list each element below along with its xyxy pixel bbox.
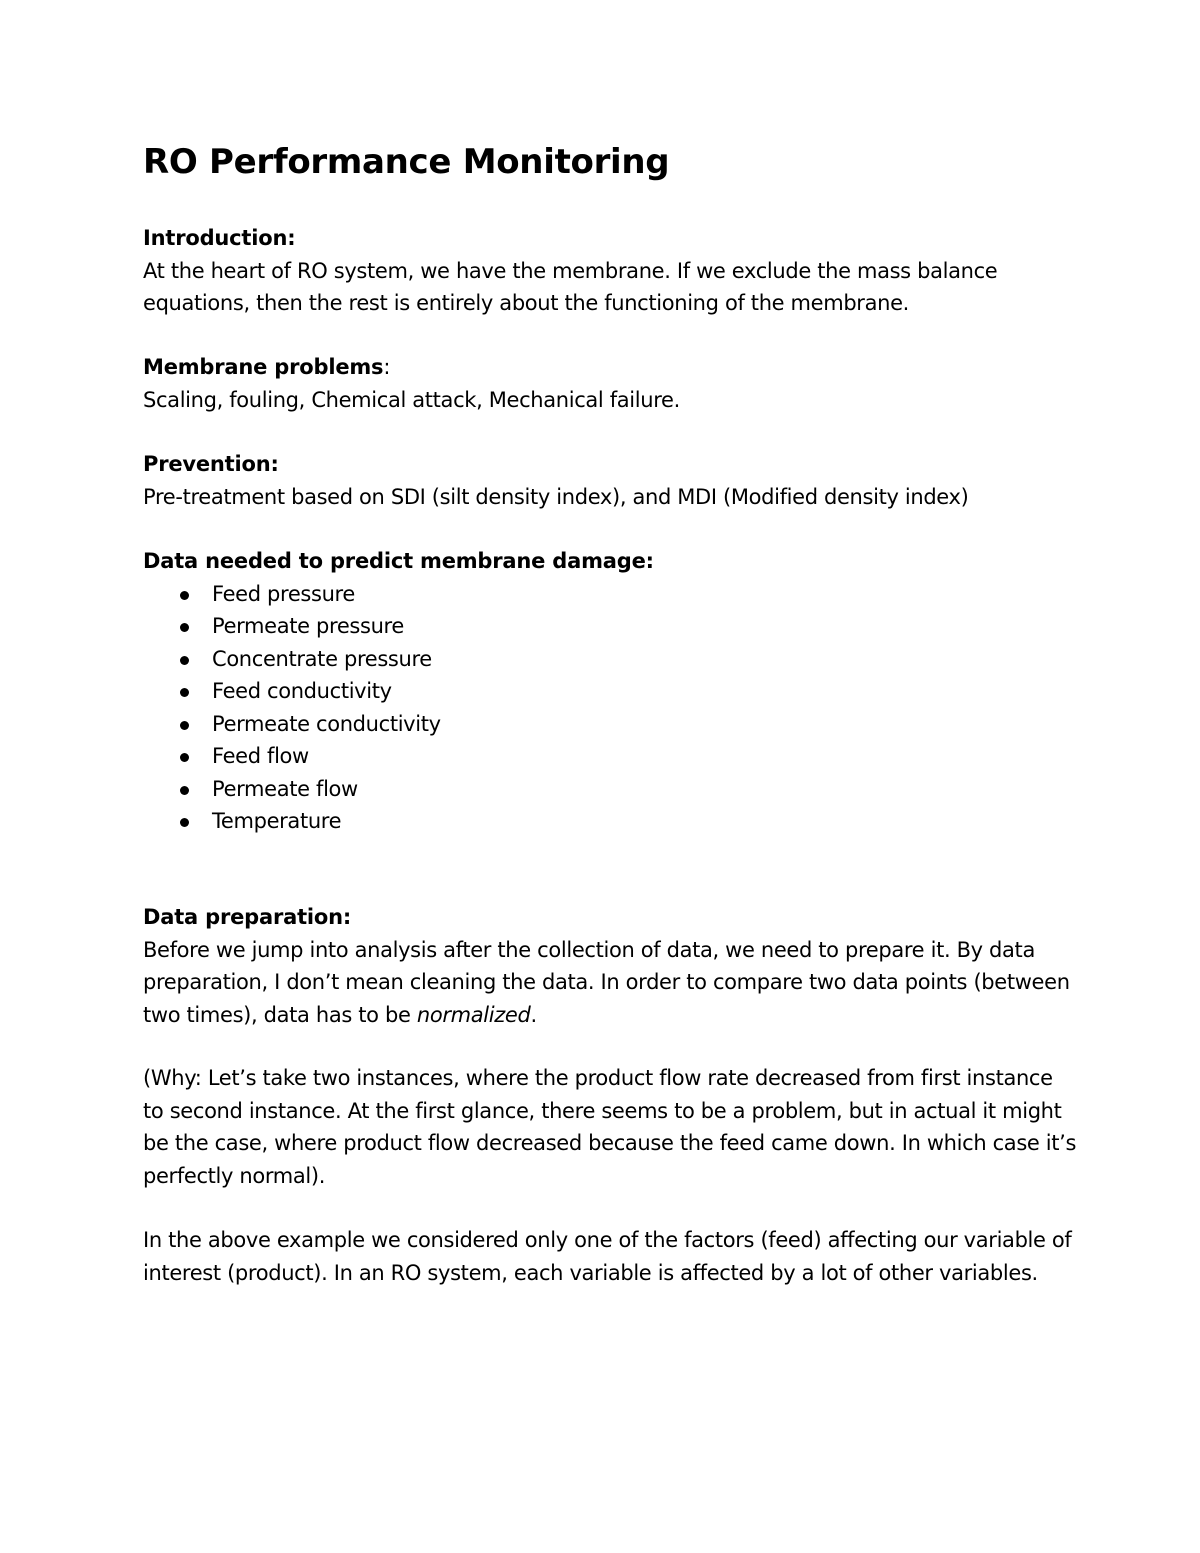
data-preparation-text-main: Before we jump into analysis after the collection of data, we need to prepare it. By data preparation, I don’t mean cleaning the data. In order to compare two data points (between two times), data has to be	[143, 937, 1070, 1027]
normalized-emphasis: normalized	[416, 1002, 531, 1027]
data-needed-section	[143, 545, 1078, 838]
list-item	[143, 708, 1078, 741]
bullet-icon	[180, 818, 189, 827]
list-item-text: Feed conductivity	[212, 679, 392, 703]
example-paragraph-block	[143, 1224, 1078, 1289]
bullet-icon	[180, 656, 189, 665]
list-item	[143, 610, 1078, 643]
why-paragraph: (Why: Let’s take two instances, where the product flow rate decreased from first instance to second instance. At the first glance, there seems to be a problem, but in actual it might be the case, where product flow decreased because the feed came down. In which case it’s perfectly normal).	[143, 1066, 1077, 1188]
data-needed-heading: Data needed to predict membrane damage:	[143, 549, 654, 573]
list-item	[143, 643, 1078, 676]
bullet-icon	[180, 721, 189, 730]
prevention-text: Pre-treatment based on SDI (silt density index), and MDI (Modified density index)	[143, 484, 969, 509]
prevention-heading: Prevention:	[143, 452, 279, 476]
bullet-icon	[180, 753, 189, 762]
membrane-problems-colon: :	[383, 355, 391, 379]
bullet-icon	[180, 688, 189, 697]
data-preparation-section	[143, 901, 1078, 1031]
list-item-text: Concentrate pressure	[212, 646, 432, 671]
list-item-text: Permeate conductivity	[212, 711, 441, 736]
bullet-icon	[180, 786, 189, 795]
prevention-section	[143, 448, 1078, 513]
bullet-icon	[180, 591, 189, 600]
list-item-text: Permeate pressure	[212, 614, 404, 638]
list-item-text: Feed flow	[212, 744, 309, 768]
membrane-problems-heading-line	[143, 351, 1078, 384]
document-page	[143, 138, 1078, 1285]
list-item	[143, 578, 1078, 611]
membrane-problems-heading: Membrane problems	[143, 355, 384, 379]
list-item	[143, 773, 1078, 806]
data-preparation-text-end: .	[530, 1002, 537, 1027]
why-paragraph-block	[143, 1062, 1078, 1192]
data-needed-list	[143, 578, 1078, 838]
list-item	[143, 805, 1078, 838]
bullet-icon	[180, 623, 189, 632]
list-item	[143, 740, 1078, 773]
list-item	[143, 675, 1078, 708]
document-title: RO Performance Monitoring	[143, 142, 670, 182]
list-item-text: Permeate flow	[212, 776, 358, 801]
membrane-problems-text: Scaling, fouling, Chemical attack, Mechanical failure.	[143, 387, 680, 412]
membrane-problems-section	[143, 351, 1078, 416]
list-item-text: Temperature	[212, 809, 342, 833]
data-preparation-heading: Data preparation:	[143, 905, 352, 929]
introduction-section	[143, 222, 1078, 320]
list-item-text: Feed pressure	[212, 581, 355, 606]
introduction-text: At the heart of RO system, we have the membrane. If we exclude the mass balance equations, then the rest is entirely about the functioning of the membrane.	[143, 258, 998, 315]
example-paragraph: In the above example we considered only one of the factors (feed) affecting our variable of interest (product). In an RO system, each variable is affected by a lot of other variables.	[143, 1228, 1072, 1285]
introduction-heading: Introduction:	[143, 226, 296, 250]
data-preparation-text	[143, 934, 1078, 1032]
